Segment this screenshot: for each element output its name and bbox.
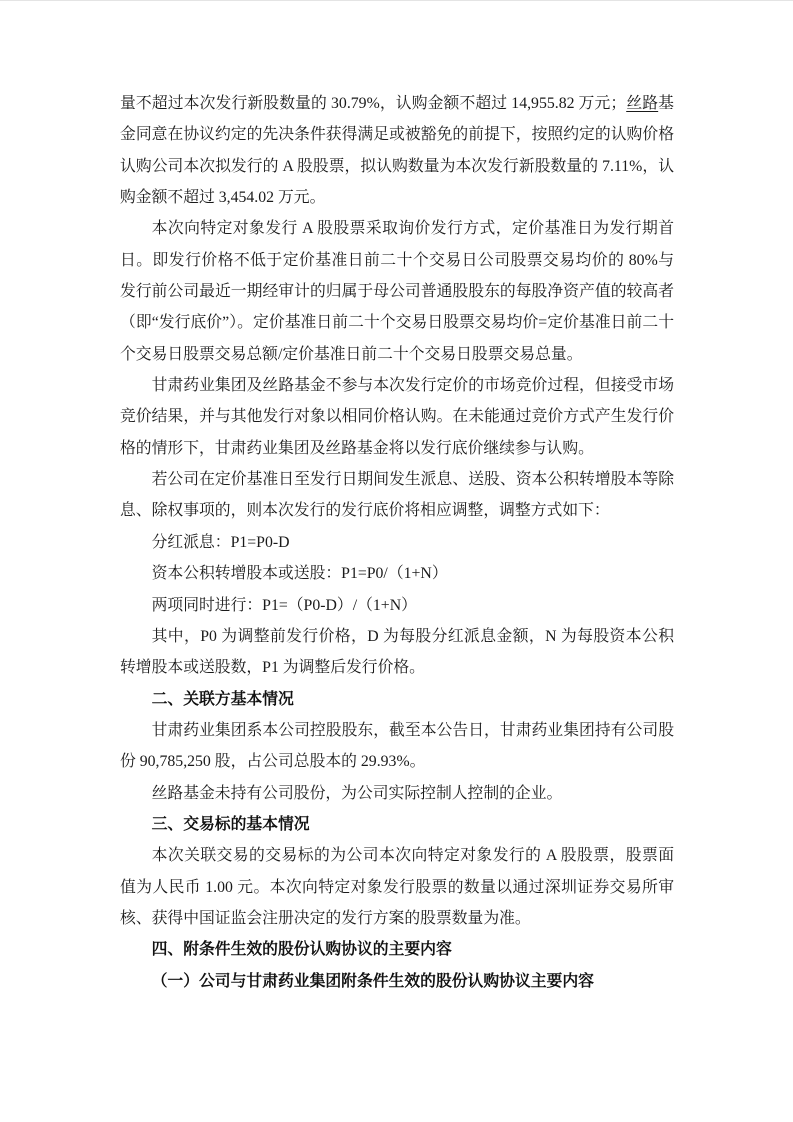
section3-paragraph-transaction-target: 本次关联交易的交易标的为公司本次向特定对象发行的 A 股股票，股票面值为人民币 1.00 元。本次向特定对象发行股票的数量以通过深圳证券交易所审核、获得中国证监会注册决定的发行方案的股票数量为准。 bbox=[120, 847, 674, 927]
formula-capitalization: 资本公积转增股本或送股：P1=P0/（1+N） bbox=[151, 565, 448, 583]
formula-both: 两项同时进行：P1=（P0-D）/（1+N） bbox=[151, 596, 417, 614]
underlined-term: 丝路 bbox=[626, 95, 659, 112]
section2-paragraph-shareholding: 甘肃药业集团系本公司控股股东，截至本公告日，甘肃药业集团持有公司股份 90,785,250 股，占公司总股本的 29.93%。 bbox=[120, 721, 674, 771]
section3-heading: 三、交易标的基本情况 bbox=[151, 815, 310, 833]
paragraph-bidding-participation: 甘肃药业集团及丝路基金不参与本次发行定价的市场竞价过程，但接受市场竞价结果，并与其他发行对象以相同价格认购。在未能通过竞价方式产生发行价格的情形下，甘肃药业集团及丝路基金将以发行底价继续参与认购。 bbox=[120, 377, 674, 457]
paragraph-pricing-method: 本次向特定对象发行 A 股股票采取询价发行方式，定价基准日为发行期首日。即发行价格不低于定价基准日前二十个交易日公司股票交易均价的 80%与发行前公司最近一期经审计的归属于母公司普通股股东的每股净资产值的较高者（即“发行底价”）。定价基准日前二十个交易日股票交易均价=定价基准日前二十个交易日股票交易总额/定价基准日前二十个交易日股票交易总量。 bbox=[120, 220, 674, 363]
section2-heading: 二、关联方基本情况 bbox=[151, 690, 294, 708]
section2-paragraph-silkroad-fund: 丝路基金未持有公司股份，为公司实际控制人控制的企业。 bbox=[151, 784, 563, 802]
paragraph-formula-definitions: 其中，P0 为调整前发行价格，D 为每股分红派息金额，N 为每股资本公积转增股本或送股数，P1 为调整后发行价格。 bbox=[120, 627, 674, 677]
section4-subheading-1: （一）公司与甘肃药业集团附条件生效的股份认购协议主要内容 bbox=[151, 972, 594, 990]
paragraph-subscription-amounts bbox=[120, 88, 674, 213]
document-body bbox=[120, 88, 674, 997]
section4-heading: 四、附条件生效的股份认购协议的主要内容 bbox=[151, 941, 452, 959]
paragraph-price-adjustment-intro: 若公司在定价基准日至发行日期间发生派息、送股、资本公积转增股本等除息、除权事项的，则本次发行的发行底价将相应调整，调整方式如下： bbox=[120, 471, 674, 520]
formula-dividend: 分红派息：P1=P0-D bbox=[151, 533, 290, 551]
paragraph-text-before-underline: 量不超过本次发行新股数量的 30.79%，认购金额不超过 14,955.82 万元； bbox=[120, 95, 627, 112]
paragraph-text-after-underline: 基金同意在协议约定的先决条件获得满足或被豁免的前提下，按照约定的认购价格认购公司本次拟发行的 A 股股票，拟认购数量为本次发行新股数量的 7.11%，认购金额不超过 3,454.02 万元。 bbox=[120, 95, 674, 207]
